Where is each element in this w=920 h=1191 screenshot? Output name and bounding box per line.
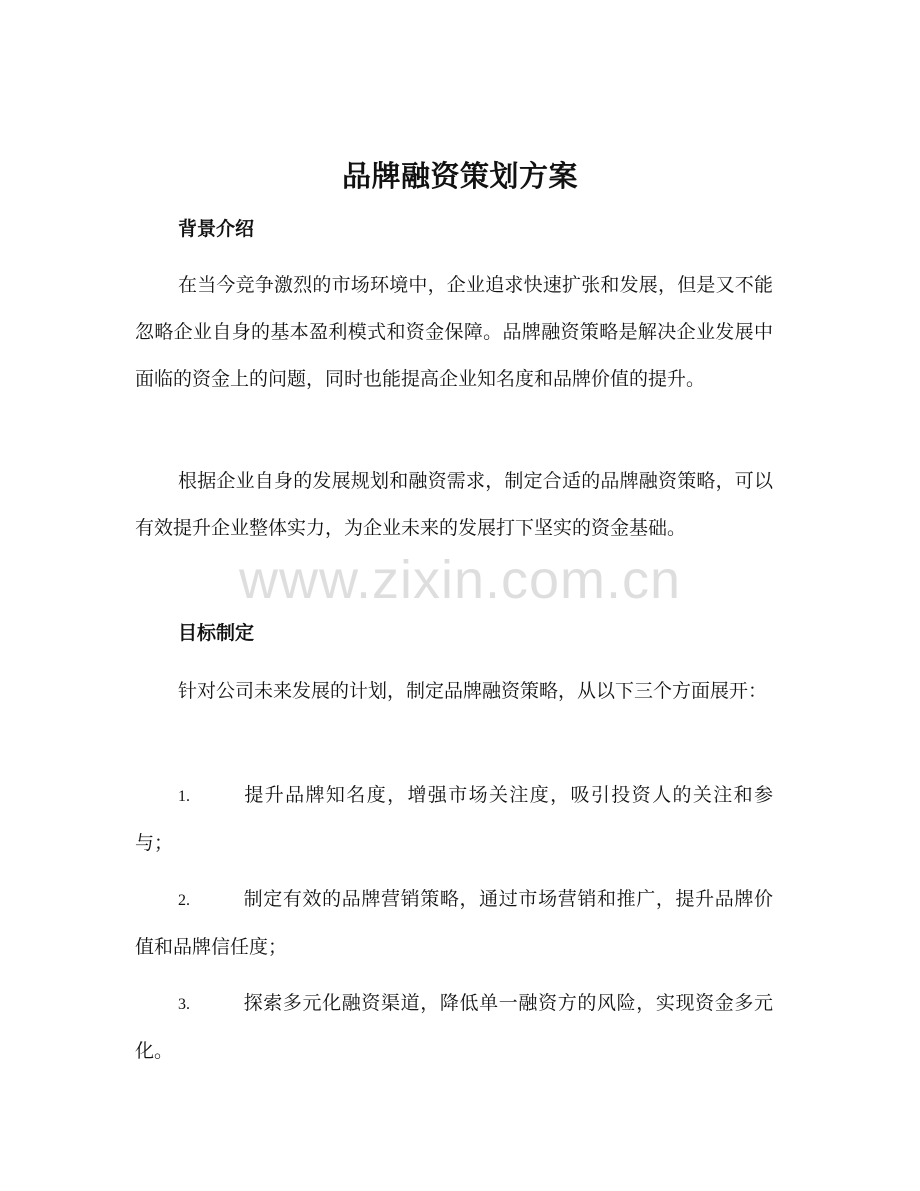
document-title: 品牌融资策划方案 [341, 159, 578, 193]
background-paragraph-1: 在当今竞争激烈的市场环境中，企业追求快速扩张和发展，但是又不能忽略企业自身的基本盈利模式和资金保障。品牌融资策略是解决企业发展中面临的资金上的问题，同时也能提高企业知名度和品牌价值的提升。 [135, 274, 773, 390]
background-paragraph-2: 根据企业自身的发展规划和融资需求，制定合适的品牌融资策略，可以有效提升企业整体实力，为企业未来的发展打下坚实的资金基础。 [135, 470, 773, 539]
list-item-text: 提升品牌知名度，增强市场关注度，吸引投资人的关注和参与； [135, 784, 773, 854]
list-item-text: 制定有效的品牌营销策略，通过市场营销和推广，提升品牌价值和品牌信任度； [135, 888, 773, 958]
list-number: 1. [178, 788, 190, 805]
list-number: 3. [178, 996, 190, 1013]
section-heading-background: 背景介绍 [178, 218, 255, 240]
section-heading-goals: 目标制定 [178, 622, 255, 644]
goals-intro-paragraph: 针对公司未来发展的计划，制定品牌融资策略，从以下三个方面展开： [178, 680, 768, 702]
goal-list-item-3 [135, 980, 773, 1075]
watermark: www.zixin.com.cn [238, 550, 682, 610]
goal-list-item-1 [135, 772, 773, 867]
list-item-text: 探索多元化融资渠道，降低单一融资方的风险，实现资金多元化。 [135, 992, 773, 1062]
list-number: 2. [178, 892, 190, 909]
goal-list-item-2 [135, 876, 773, 971]
